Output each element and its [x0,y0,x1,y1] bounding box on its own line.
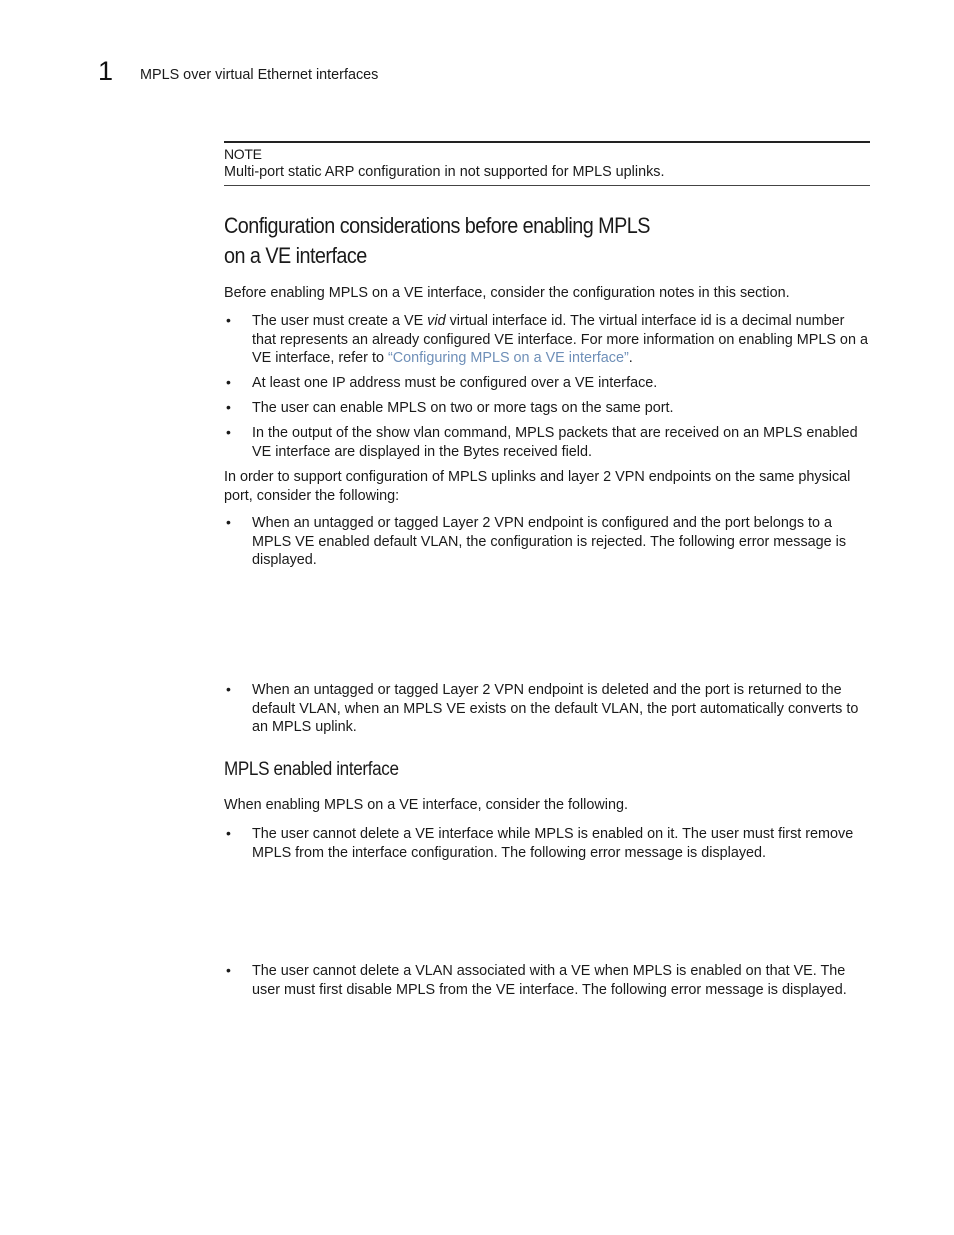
list-item [224,424,870,461]
chapter-number: 1 [98,56,114,86]
running-header-title: MPLS over virtual Ethernet interfaces [140,67,379,83]
list-item-text: When an untagged or tagged Layer 2 VPN endpoint is configured and the port belongs to a MPLS VE enabled default VLAN, the configuration is rejected. The following error message is displayed. [252,515,847,568]
list-item [224,962,870,999]
text-run: virtual interface id. The virtual interface id is a decimal number that represents an already configured VE interface. For more information on enabling MPLS on a VE interface, refer to [252,313,868,366]
bullet-icon: • [226,399,231,415]
section-intro: Before enabling MPLS on a VE interface, consider the configuration notes in this section. [224,285,790,301]
list-item-text: The user cannot delete a VLAN associated with a VE when MPLS is enabled on that VE. The user must first disable MPLS from the VE interface. The following error message is displayed. [252,963,847,998]
section-heading-line1: Configuration considerations before enabling MPLS [224,213,650,238]
note-label: NOTE [224,146,262,162]
section-heading-line2: on a VE interface [224,243,367,268]
text-run: . [628,350,633,366]
list-item [224,399,870,418]
list-item [224,514,870,570]
list-item-text: When an untagged or tagged Layer 2 VPN endpoint is deleted and the port is returned to the default VLAN, when an MPLS VE exists on the default VLAN, the port automatically converts to an MPLS uplink. [252,682,859,735]
bullet-icon: • [226,962,231,978]
bullet-icon: • [226,514,231,530]
list-item [224,312,870,368]
list-item-text [252,312,870,368]
list-item-text: The user can enable MPLS on two or more tags on the same port. [252,400,674,416]
list-item [224,825,870,862]
bullet-icon: • [226,424,231,440]
bullet-icon: • [226,312,231,328]
subsection-intro: When enabling MPLS on a VE interface, consider the following. [224,797,628,813]
list-item [224,681,870,737]
bullet-icon: • [226,374,231,390]
list-item-text: The user cannot delete a VE interface while MPLS is enabled on it. The user must first remove MPLS from the interface configuration. The following error message is displayed. [252,826,854,861]
bullet-icon: • [226,825,231,841]
list-item [224,374,870,393]
list-item-text: At least one IP address must be configured over a VE interface. [252,375,658,391]
bullet-icon: • [226,681,231,697]
italic-variable: vid [427,313,446,329]
cross-reference-link[interactable]: “Configuring MPLS on a VE interface” [387,350,629,366]
paragraph: In order to support configuration of MPLS uplinks and layer 2 VPN endpoints on the same physical port, consider the following: [224,469,851,504]
subsection-heading: MPLS enabled interface [224,759,399,780]
note-box [224,141,870,186]
note-text: Multi-port static ARP configuration in not supported for MPLS uplinks. [224,164,665,180]
section-heading [224,211,692,271]
text-run: The user must create a VE [252,313,428,329]
list-item-text: In the output of the show vlan command, MPLS packets that are received on an MPLS enabled VE interface are displayed in the Bytes received field. [252,425,858,460]
